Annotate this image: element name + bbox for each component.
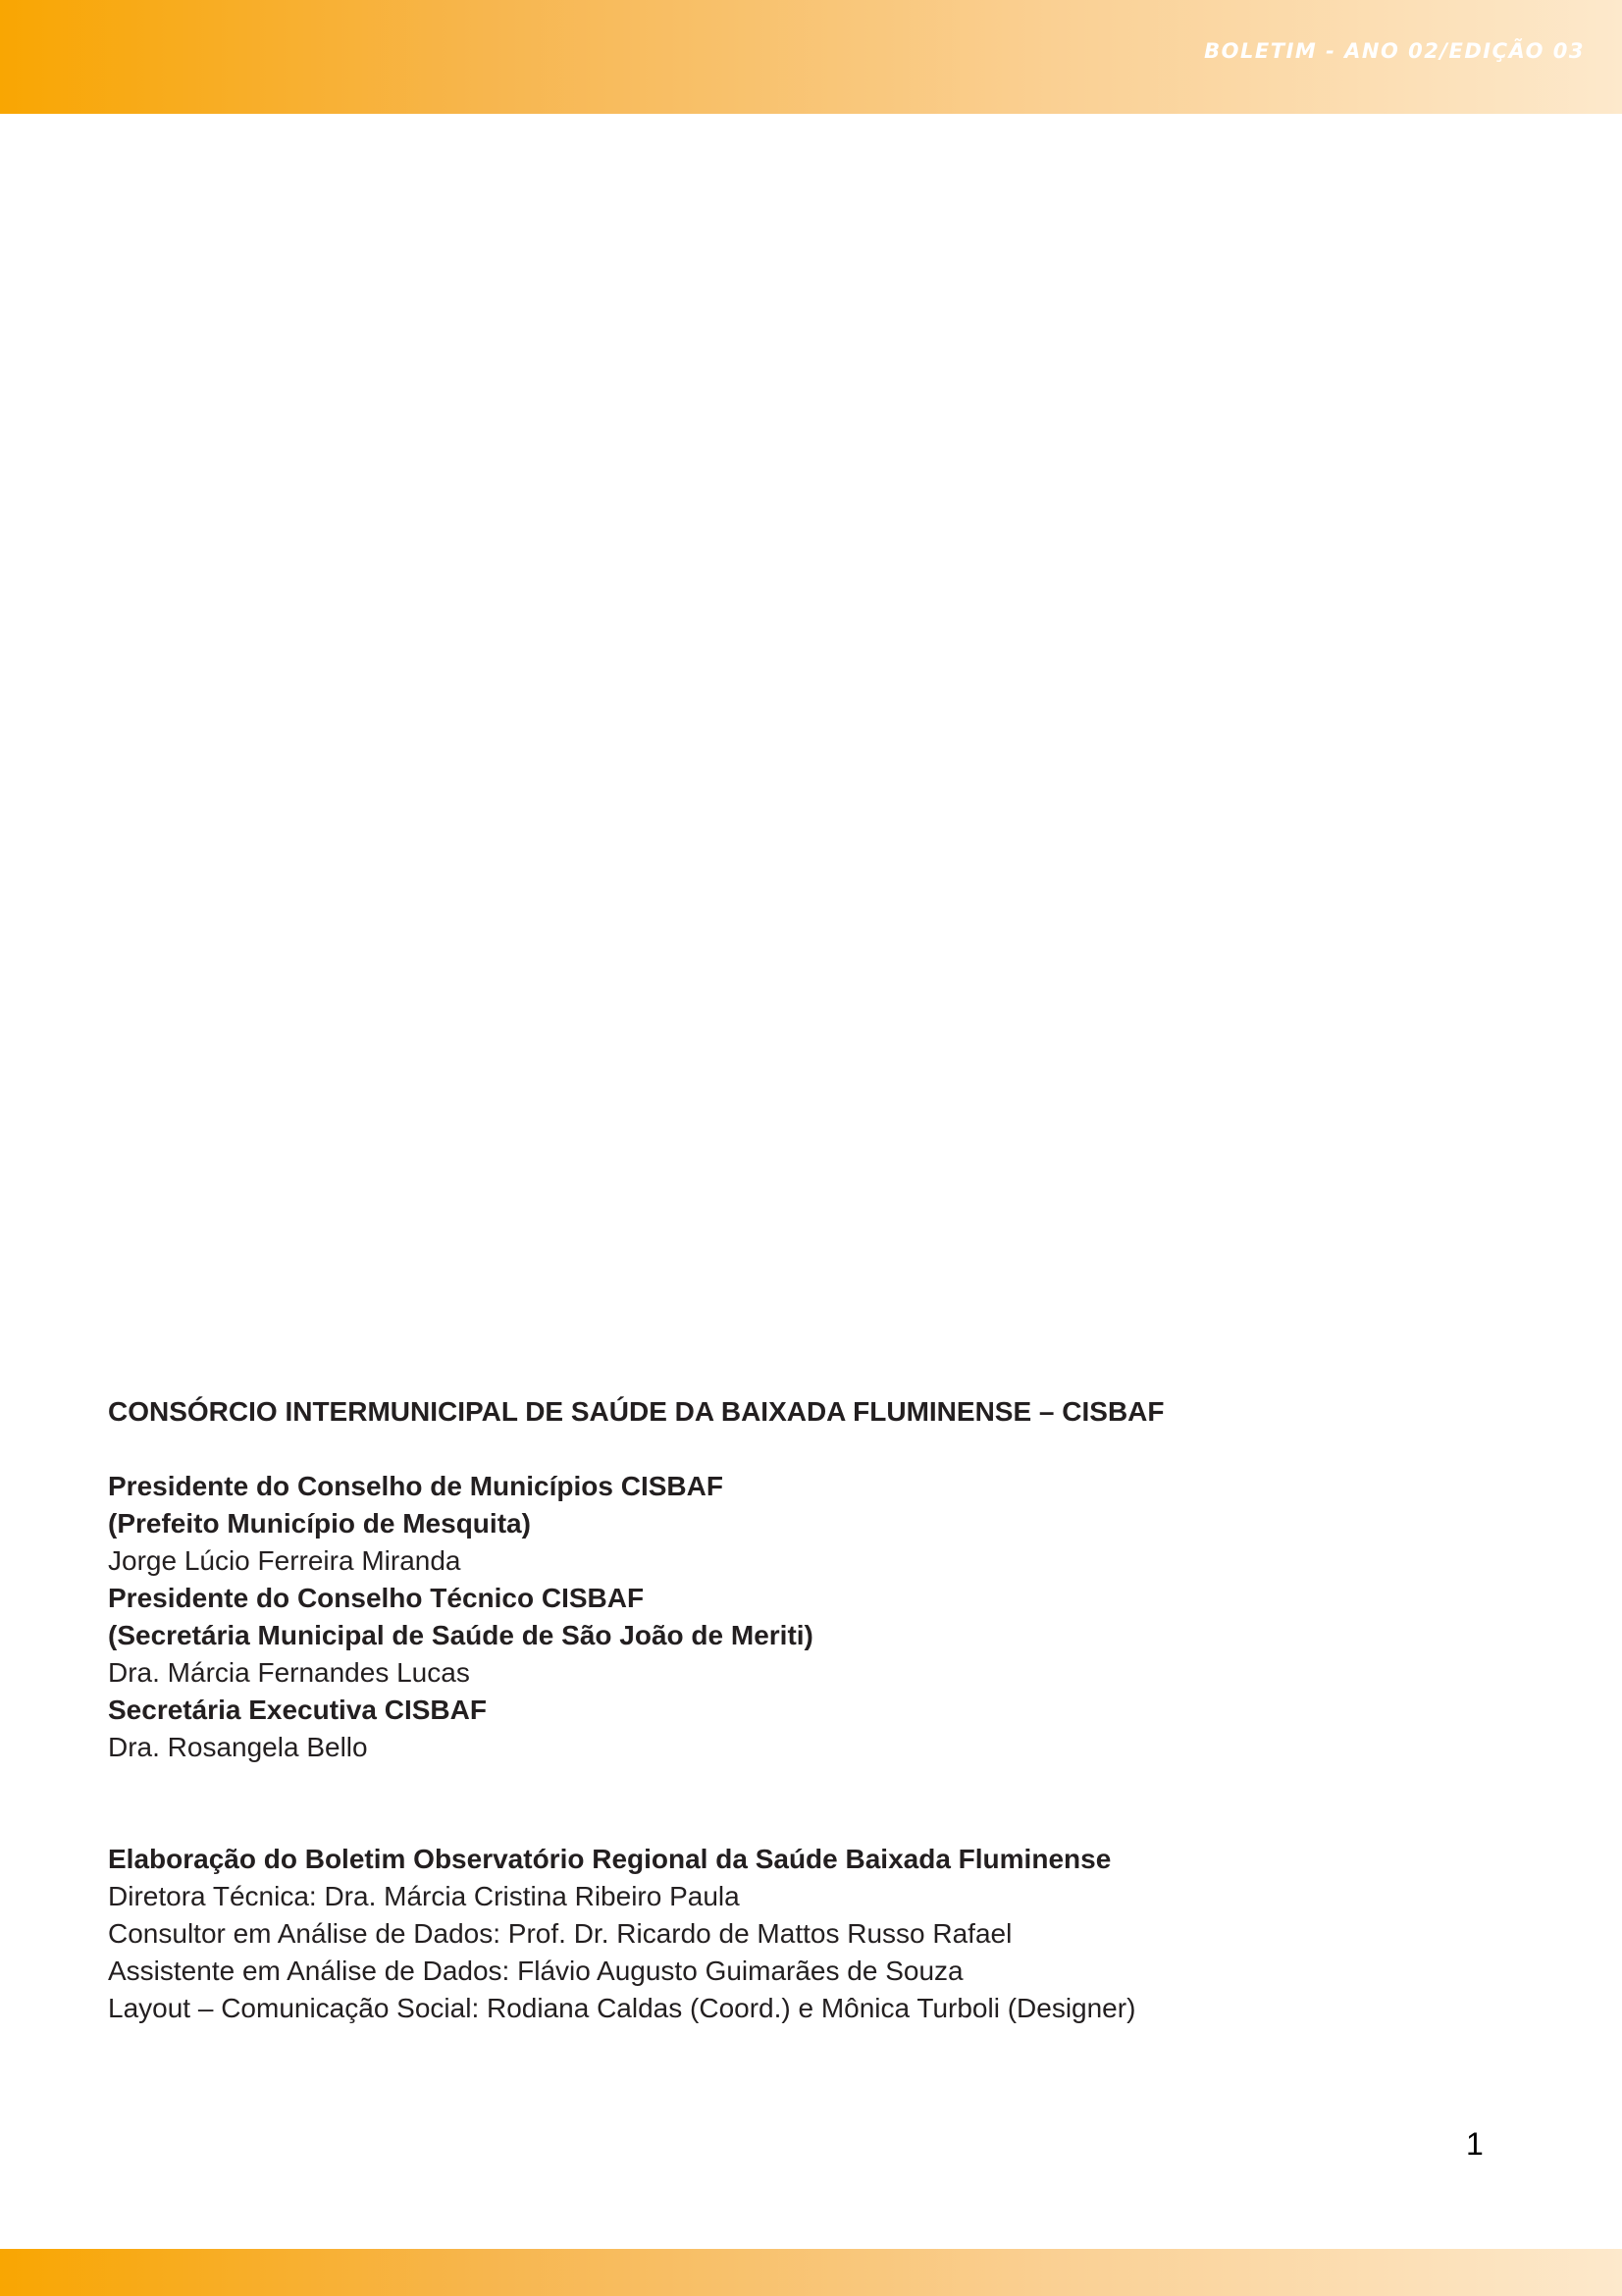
leadership-name: Jorge Lúcio Ferreira Miranda: [108, 1545, 461, 1576]
bulletin-credits: [108, 1841, 1482, 2027]
credits-line: Diretora Técnica: Dra. Márcia Cristina Ribeiro Paula: [108, 1881, 740, 1911]
leadership-affiliation: (Prefeito Município de Mesquita): [108, 1508, 531, 1539]
credits-section: [108, 1393, 1482, 2027]
bulletin-edition-title: BOLETIM - ANO 02/EDIÇÃO 03: [1204, 39, 1585, 63]
credits-heading: Elaboração do Boletim Observatório Regional da Saúde Baixada Fluminense: [108, 1844, 1112, 1874]
leadership-name: Dra. Rosangela Bello: [108, 1732, 368, 1762]
leadership-role: Presidente do Conselho de Municípios CISBAF: [108, 1471, 723, 1501]
leadership-role: Secretária Executiva CISBAF: [108, 1695, 487, 1725]
leadership-list: [108, 1468, 1482, 1766]
leadership-name: Dra. Márcia Fernandes Lucas: [108, 1657, 470, 1688]
credits-line: Consultor em Análise de Dados: Prof. Dr. Ricardo de Mattos Russo Rafael: [108, 1918, 1013, 1949]
leadership-role: Presidente do Conselho Técnico CISBAF: [108, 1583, 645, 1613]
page-number: 1: [1466, 2126, 1484, 2162]
credits-line: Layout – Comunicação Social: Rodiana Caldas (Coord.) e Mônica Turboli (Designer): [108, 1993, 1136, 2023]
leadership-affiliation: (Secretária Municipal de Saúde de São João de Meriti): [108, 1620, 813, 1650]
footer-band: [0, 2249, 1622, 2296]
credits-line: Assistente em Análise de Dados: Flávio Augusto Guimarães de Souza: [108, 1956, 964, 1986]
organization-title: CONSÓRCIO INTERMUNICIPAL DE SAÚDE DA BAIXADA FLUMINENSE – CISBAF: [108, 1396, 1165, 1427]
header-band: [0, 0, 1622, 114]
